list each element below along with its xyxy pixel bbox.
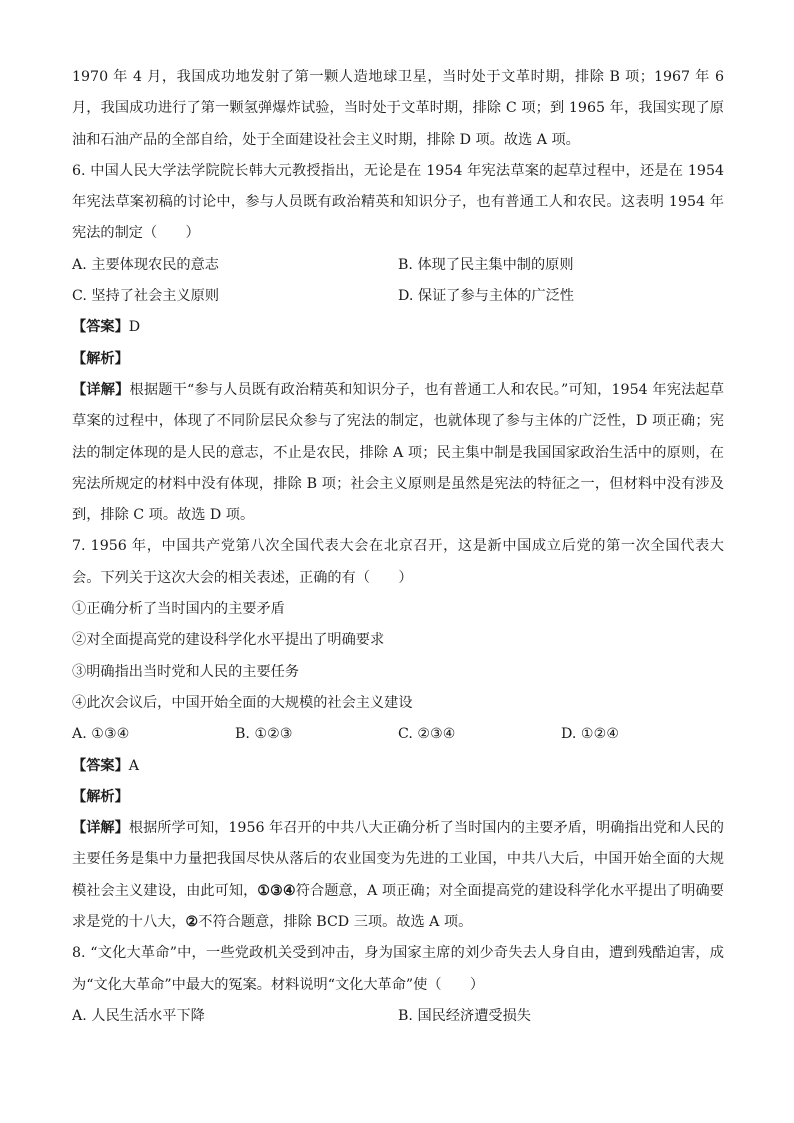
q6-answer bbox=[72, 312, 724, 343]
q6-option-c: C. 坚持了社会主义原则 bbox=[72, 288, 220, 305]
analysis-tag: 【解析】 bbox=[72, 788, 129, 805]
q8-options-row-1 bbox=[72, 1001, 724, 1032]
q7-item-2: ②对全面提高党的建设科学化水平提出了明确要求 bbox=[72, 632, 385, 649]
q7-item-4: ④此次会议后，中国开始全面的大规模的社会主义建设 bbox=[72, 694, 413, 711]
q7-options-row bbox=[72, 719, 724, 750]
q6-options-row-2 bbox=[72, 281, 724, 312]
detail-text-1: 根据所学可知，1956 年召开的中共八大正确分析了当时国内的主要矛盾，明确指出党和人民的主要任务是集中力量把我国尽快从落后的农业国变为先进的工业国，中共八大后，中国开始全面的大规模社会主义建设，由此可知， bbox=[72, 820, 724, 899]
answer-tag: 【答案】 bbox=[72, 757, 129, 774]
q7-item-1: ①正确分析了当时国内的主要矛盾 bbox=[72, 601, 285, 618]
q7-detail bbox=[72, 813, 724, 938]
detail-text: 根据题干“参与人员既有政治精英和知识分子，也有普通工人和农民。”可知，1954 年宪法起草草案的过程中，体现了不同阶层民众参与了宪法的制定，也就体现了参与主体的广泛性，D 项正确；宪法的制定体现的是人民的意志，不止是农民，排除 A 项；民主集中制是我国国家政治生活中的原则，在宪法所规定的材料中没有体现，排除 B 项；社会主义原则是虽然是宪法的特征之一，但材料中没有涉及到，排除 C 项。故选 D 项。 bbox=[72, 381, 724, 524]
q6-option-d: D. 保证了参与主体的广泛性 bbox=[398, 288, 574, 305]
q5-analysis-tail: 1970 年 4 月，我国成功地发射了第一颗人造地球卫星，当时处于文革时期，排除 B 项；1967 年 6 月，我国成功进行了第一颗氢弹爆炸试验，当时处于文革时期，排除 C 项；到 1965 年，我国实现了原油和石油产品的全部自给，处于全面建设社会主义时期，排除 D 项。故选 A 项。 bbox=[72, 69, 724, 148]
answer-tag: 【答案】 bbox=[72, 319, 129, 336]
q7-answer bbox=[72, 751, 724, 782]
q6-analysis-heading bbox=[72, 344, 724, 375]
q6-options-row-1 bbox=[72, 250, 724, 281]
detail-circled-2: ② bbox=[185, 914, 199, 931]
q7-item-3: ③明确指出当时党和人民的主要任务 bbox=[72, 663, 300, 680]
q7-stem: 7. 1956 年，中国共产党第八次全国代表大会在北京召开，这是新中国成立后党的第一次全国代表大会。下列关于这次大会的相关表述，正确的有（ ） bbox=[72, 538, 724, 586]
q8-option-a: A. 人民生活水平下降 bbox=[72, 1007, 205, 1024]
q8-stem: 8. “文化大革命”中，一些党政机关受到冲击，身为国家主席的刘少奇失去人身自由，遭到残酷迫害，成为“文化大革命”中最大的冤案。材料说明“文化大革命”使（ ） bbox=[72, 945, 724, 993]
q7-option-a: A. ①③④ bbox=[72, 726, 130, 743]
q7-option-d: D. ①②④ bbox=[561, 726, 620, 743]
q7-option-c: C. ②③④ bbox=[398, 726, 456, 743]
analysis-tag: 【解析】 bbox=[72, 350, 129, 367]
q7-option-b: B. ①②③ bbox=[235, 726, 293, 743]
q6-option-a: A. 主要体现农民的意志 bbox=[72, 256, 219, 273]
detail-tag: 【详解】 bbox=[72, 820, 129, 837]
answer-value: D bbox=[128, 319, 141, 336]
answer-value: A bbox=[128, 757, 140, 774]
detail-circled-1: ①③④ bbox=[257, 882, 296, 899]
q6-stem: 6. 中国人民大学法学院院长韩大元教授指出，无论是在 1954 年宪法草案的起草过程中，还是在 1954 年宪法草案初稿的讨论中，参与人员既有政治精英和知识分子，也有普通工人和农民。这表明 1954 年宪法的制定（ ） bbox=[72, 162, 724, 242]
q7-analysis-heading bbox=[72, 782, 724, 813]
page-content bbox=[72, 62, 724, 1032]
detail-text-3: 不符合题意，排除 BCD 三项。故选 A 项。 bbox=[198, 914, 473, 931]
q6-option-b: B. 体现了民主集中制的原则 bbox=[398, 256, 574, 273]
q6-detail bbox=[72, 375, 724, 531]
detail-tag: 【详解】 bbox=[72, 381, 130, 398]
detail-text-2: 符合题意，A 项正确；对全面提高党的建设科学化水平提出了明确要求是党的十八大， bbox=[72, 882, 724, 931]
q8-option-b: B. 国民经济遭受损失 bbox=[398, 1007, 531, 1024]
